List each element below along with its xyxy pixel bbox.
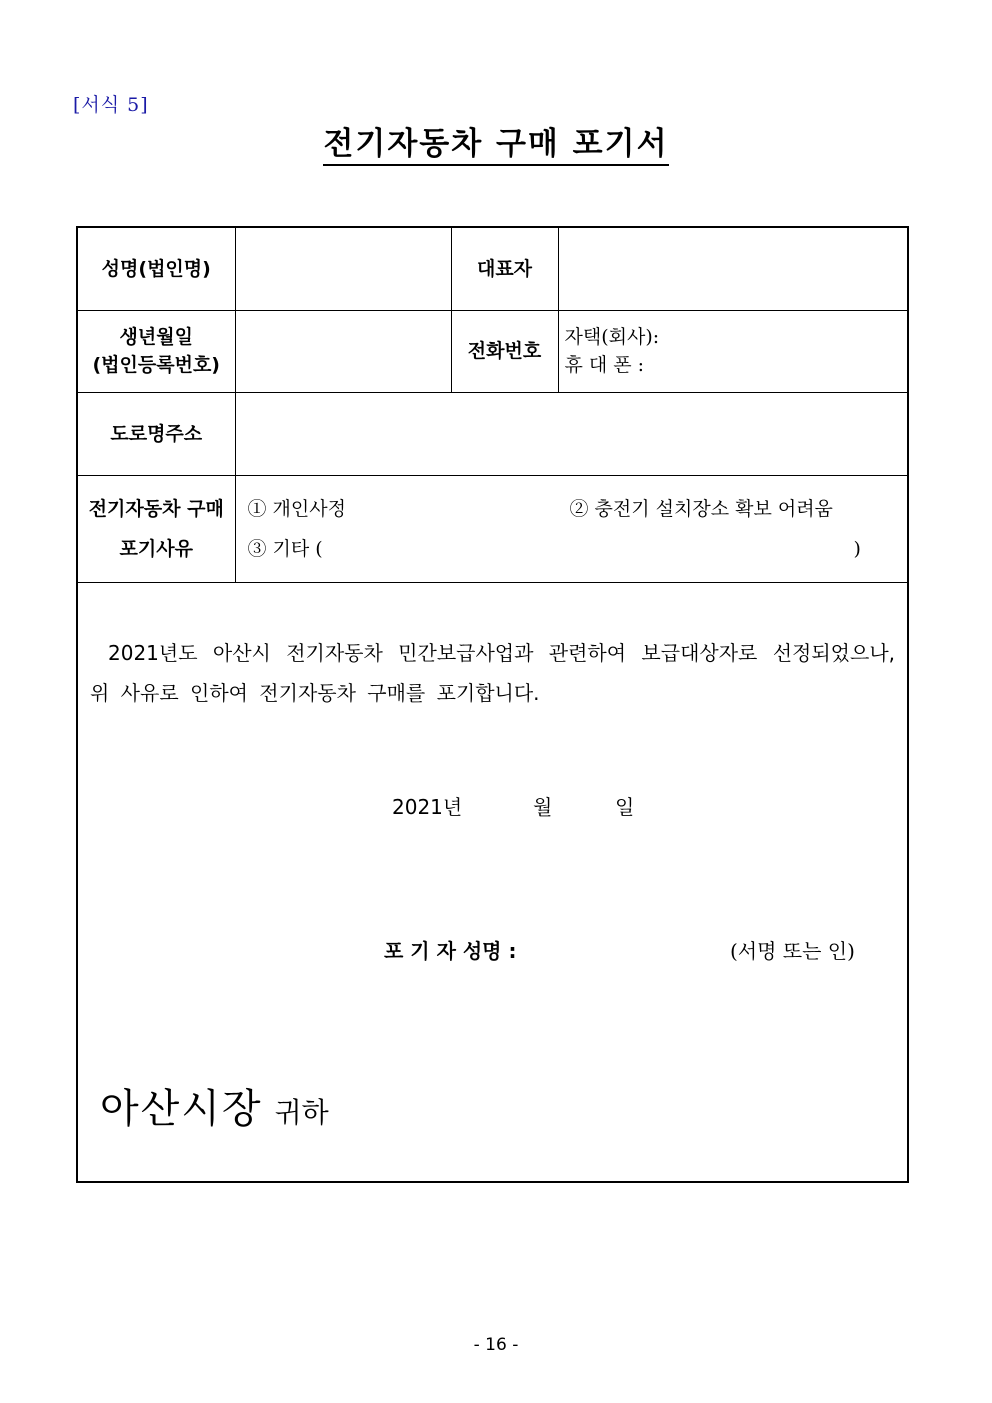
date-day[interactable]: 일	[614, 794, 635, 819]
signature-label: 포 기 자 성명 :	[384, 938, 517, 963]
addressee-honorific: 귀하	[274, 1095, 329, 1129]
row-name	[77, 227, 908, 310]
statement-text: 2021년도 아산시 전기자동차 민간보급사업과 관련하여 보급대상자로 선정되었으나, 위 사유로 인하여 전기자동차 구매를 포기합니다.	[90, 640, 895, 705]
date-month[interactable]: 월	[532, 794, 553, 819]
page-number: - 16 -	[473, 1335, 519, 1355]
reason-option-charger[interactable]: ② 충전기 설치장소 확보 어려움	[569, 497, 833, 520]
representative-label: 대표자	[451, 227, 558, 310]
addressee	[100, 1077, 329, 1134]
row-statement	[77, 582, 908, 1182]
reason-label	[77, 475, 235, 582]
phone-mobile-label: 휴 대 폰 :	[564, 354, 645, 376]
representative-field[interactable]	[558, 227, 908, 310]
birth-label-line1: 생년월일	[119, 326, 193, 348]
date-year: 2021년	[392, 794, 463, 819]
row-reason	[77, 475, 908, 582]
address-field[interactable]	[235, 392, 908, 475]
date-line	[392, 791, 634, 820]
reason-options	[235, 475, 908, 582]
name-field[interactable]	[235, 227, 451, 310]
phone-label: 전화번호	[451, 310, 558, 392]
form-table	[76, 226, 909, 1183]
statement-cell	[77, 582, 908, 1182]
reason-label-line1: 전기자동차 구매	[88, 497, 224, 520]
row-birth	[77, 310, 908, 392]
reason-option-personal[interactable]: ① 개인사정	[247, 497, 346, 520]
form-number-label: [서식 5]	[73, 94, 149, 116]
reason-option-other[interactable]: ③ 기타 (	[247, 537, 323, 560]
address-label: 도로명주소	[77, 392, 235, 475]
reason-other-close: )	[853, 537, 861, 560]
reason-line-2	[248, 529, 908, 569]
birth-label	[77, 310, 235, 392]
addressee-name: 아산시장	[100, 1085, 263, 1132]
reason-line-1	[248, 489, 908, 529]
document-title	[0, 118, 992, 163]
reason-label-line2: 포기사유	[119, 537, 193, 560]
signature-note[interactable]: (서명 또는 인)	[730, 938, 855, 963]
document-title-text: 전기자동차 구매 포기서	[323, 126, 668, 166]
name-label: 성명(법인명)	[77, 227, 235, 310]
phone-home-label: 자택(회사):	[564, 326, 660, 348]
birth-label-line2: (법인등록번호)	[92, 354, 220, 376]
birth-field[interactable]	[235, 310, 451, 392]
phone-field[interactable]	[558, 310, 908, 392]
row-address	[77, 392, 908, 475]
